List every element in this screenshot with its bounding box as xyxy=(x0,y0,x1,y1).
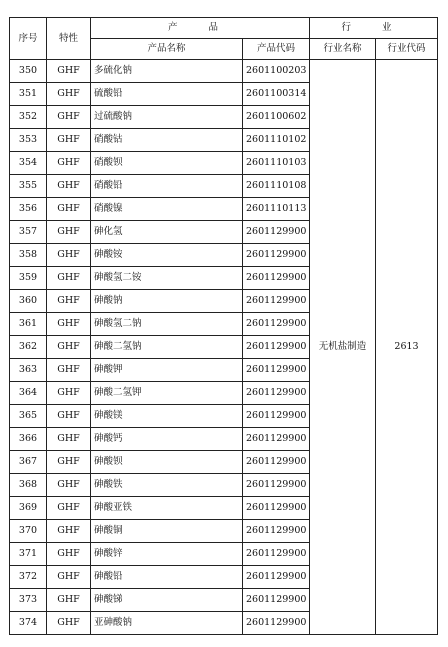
row-seq: 361 xyxy=(10,313,47,336)
row-product-name: 过硫酸钠 xyxy=(91,106,243,129)
row-product-name: 砷酸氢二铵 xyxy=(91,267,243,290)
row-product-name: 亚砷酸钠 xyxy=(91,612,243,635)
row-product-code: 2601129900 xyxy=(243,359,310,382)
row-product-name: 砷酸锌 xyxy=(91,543,243,566)
row-seq: 373 xyxy=(10,589,47,612)
row-product-name: 多硫化钠 xyxy=(91,60,243,83)
row-product-name: 砷酸氢二钠 xyxy=(91,313,243,336)
row-product-name: 硝酸镍 xyxy=(91,198,243,221)
industry-name: 无机盐制造 xyxy=(310,60,376,635)
row-attr: GHF xyxy=(47,267,91,290)
table-row xyxy=(10,60,438,83)
row-product-code: 2601129900 xyxy=(243,267,310,290)
row-attr: GHF xyxy=(47,428,91,451)
row-seq: 370 xyxy=(10,520,47,543)
row-attr: GHF xyxy=(47,129,91,152)
row-attr: GHF xyxy=(47,474,91,497)
row-attr: GHF xyxy=(47,497,91,520)
row-product-code: 2601100203 xyxy=(243,60,310,83)
row-seq: 352 xyxy=(10,106,47,129)
row-attr: GHF xyxy=(47,612,91,635)
row-product-code: 2601129900 xyxy=(243,566,310,589)
industry-code: 2613 xyxy=(376,60,438,635)
row-seq: 363 xyxy=(10,359,47,382)
row-product-name: 砷酸镁 xyxy=(91,405,243,428)
row-attr: GHF xyxy=(47,589,91,612)
row-product-code: 2601129900 xyxy=(243,336,310,359)
row-product-name: 砷酸铁 xyxy=(91,474,243,497)
row-seq: 365 xyxy=(10,405,47,428)
row-product-name: 砷酸钙 xyxy=(91,428,243,451)
row-product-name: 砷酸锑 xyxy=(91,589,243,612)
row-seq: 357 xyxy=(10,221,47,244)
row-product-code: 2601129900 xyxy=(243,520,310,543)
row-product-code: 2601129900 xyxy=(243,221,310,244)
row-seq: 366 xyxy=(10,428,47,451)
row-seq: 356 xyxy=(10,198,47,221)
row-seq: 354 xyxy=(10,152,47,175)
row-product-name: 砷酸二氢钠 xyxy=(91,336,243,359)
row-seq: 362 xyxy=(10,336,47,359)
row-seq: 368 xyxy=(10,474,47,497)
row-product-name: 砷酸铵 xyxy=(91,244,243,267)
row-product-code: 2601129900 xyxy=(243,290,310,313)
row-attr: GHF xyxy=(47,566,91,589)
header-industry-code: 行业代码 xyxy=(376,39,438,60)
row-product-name: 砷酸钡 xyxy=(91,451,243,474)
row-attr: GHF xyxy=(47,336,91,359)
row-attr: GHF xyxy=(47,359,91,382)
row-product-name: 砷酸钾 xyxy=(91,359,243,382)
row-product-code: 2601110102 xyxy=(243,129,310,152)
header-attr: 特性 xyxy=(47,18,91,60)
header-seq: 序号 xyxy=(10,18,47,60)
row-product-code: 2601110113 xyxy=(243,198,310,221)
header-product-code: 产品代码 xyxy=(243,39,310,60)
row-attr: GHF xyxy=(47,382,91,405)
row-product-code: 2601129900 xyxy=(243,451,310,474)
row-attr: GHF xyxy=(47,520,91,543)
row-seq: 369 xyxy=(10,497,47,520)
row-product-code: 2601129900 xyxy=(243,612,310,635)
row-seq: 351 xyxy=(10,83,47,106)
row-product-name: 硝酸铅 xyxy=(91,175,243,198)
row-product-name: 砷酸钠 xyxy=(91,290,243,313)
row-attr: GHF xyxy=(47,83,91,106)
row-product-code: 2601100602 xyxy=(243,106,310,129)
row-product-name: 硝酸钡 xyxy=(91,152,243,175)
row-attr: GHF xyxy=(47,244,91,267)
row-seq: 360 xyxy=(10,290,47,313)
row-product-code: 2601129900 xyxy=(243,428,310,451)
row-product-name: 砷酸铜 xyxy=(91,520,243,543)
row-seq: 350 xyxy=(10,60,47,83)
header-product: 产 品 xyxy=(91,18,310,39)
row-attr: GHF xyxy=(47,290,91,313)
row-seq: 359 xyxy=(10,267,47,290)
row-seq: 364 xyxy=(10,382,47,405)
table-body xyxy=(10,60,438,635)
row-seq: 358 xyxy=(10,244,47,267)
row-product-code: 2601110103 xyxy=(243,152,310,175)
row-attr: GHF xyxy=(47,221,91,244)
row-attr: GHF xyxy=(47,451,91,474)
row-seq: 371 xyxy=(10,543,47,566)
row-product-code: 2601129900 xyxy=(243,405,310,428)
row-product-name: 硫酸铅 xyxy=(91,83,243,106)
row-attr: GHF xyxy=(47,60,91,83)
row-attr: GHF xyxy=(47,198,91,221)
row-product-code: 2601129900 xyxy=(243,474,310,497)
header-industry-name: 行业名称 xyxy=(310,39,376,60)
header-industry: 行 业 xyxy=(310,18,438,39)
row-product-name: 硝酸钴 xyxy=(91,129,243,152)
row-product-code: 2601110108 xyxy=(243,175,310,198)
row-product-name: 砷化氢 xyxy=(91,221,243,244)
row-product-code: 2601100314 xyxy=(243,83,310,106)
row-product-code: 2601129900 xyxy=(243,313,310,336)
row-attr: GHF xyxy=(47,405,91,428)
row-seq: 353 xyxy=(10,129,47,152)
row-seq: 367 xyxy=(10,451,47,474)
product-industry-table xyxy=(9,17,438,635)
row-attr: GHF xyxy=(47,152,91,175)
row-product-code: 2601129900 xyxy=(243,382,310,405)
row-product-code: 2601129900 xyxy=(243,589,310,612)
row-seq: 374 xyxy=(10,612,47,635)
row-product-code: 2601129900 xyxy=(243,244,310,267)
row-product-name: 砷酸铅 xyxy=(91,566,243,589)
row-attr: GHF xyxy=(47,106,91,129)
row-attr: GHF xyxy=(47,313,91,336)
row-product-name: 砷酸二氢钾 xyxy=(91,382,243,405)
row-seq: 355 xyxy=(10,175,47,198)
row-product-name: 砷酸亚铁 xyxy=(91,497,243,520)
row-product-code: 2601129900 xyxy=(243,497,310,520)
row-attr: GHF xyxy=(47,543,91,566)
row-seq: 372 xyxy=(10,566,47,589)
header-product-name: 产品名称 xyxy=(91,39,243,60)
row-product-code: 2601129900 xyxy=(243,543,310,566)
row-attr: GHF xyxy=(47,175,91,198)
